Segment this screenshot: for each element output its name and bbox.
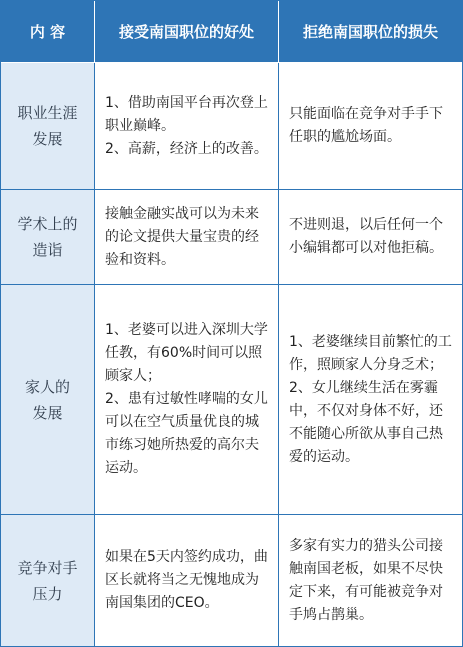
pros-competition: 如果在5天内签约成功，曲区长就将当之无愧地成为南国集团的CEO。	[95, 515, 279, 646]
header-pros: 接受南国职位的好处	[95, 1, 279, 63]
pros-career: 1、借助南国平台再次登上职业巅峰。 2、高薪，经济上的改善。	[95, 63, 279, 190]
header-cons: 拒绝南国职位的损失	[279, 1, 462, 63]
pros-academic: 接触金融实战可以为未来的论文提供大量宝贵的经验和资料。	[95, 190, 279, 285]
cons-competition: 多家有实力的猎头公司接触南国老板，如果不尽快定下来，有可能被竞争对手鸠占鹊巢。	[289, 537, 443, 623]
cons-academic: 不进则退，以后任何一个小编辑都可以对他拒稿。	[279, 190, 462, 285]
table-row-career	[1, 63, 462, 190]
row-label-competition: 竞争对手 压力	[1, 515, 95, 646]
cons-career: 只能面临在竞争对手手下任职的尴尬场面。	[279, 63, 462, 190]
pros-family: 1、老婆可以进入深圳大学任教，有60%时间可以照顾家人； 2、患有过敏性哮喘的女儿可以在空气质量优良的城市练习她所热爱的高尔夫运动。	[95, 285, 279, 515]
table-row-academic	[1, 190, 462, 285]
row-label-academic: 学术上的 造诣	[1, 190, 95, 285]
table-header-row	[1, 1, 462, 63]
header-content: 内 容	[1, 1, 95, 63]
cons-family: 1、老婆继续目前繁忙的工作，照顾家人分身乏术； 2、女儿继续生活在雾霾中，不仅对身体不好，还不能随心所欲从事自己热爱的运动。	[279, 285, 462, 515]
row-label-career: 职业生涯 发展	[1, 63, 95, 190]
row-label-family: 家人的 发展	[1, 285, 95, 515]
table-row-competition	[1, 515, 462, 646]
table-row-family	[1, 285, 462, 515]
